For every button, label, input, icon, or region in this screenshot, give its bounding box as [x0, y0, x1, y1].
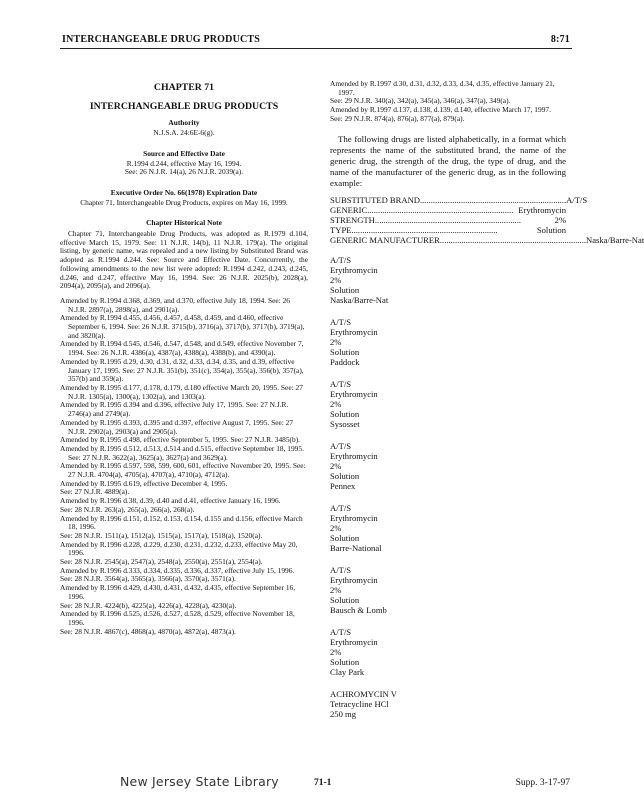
- drug-entry-line: A/T/S: [330, 316, 352, 327]
- example-row: [330, 215, 566, 225]
- example-key: STRENGTH: [330, 214, 375, 225]
- drug-entry: [330, 317, 566, 367]
- amendment-item: See: 28 N.J.R. 263(a), 265(a), 266(a), 268(a).: [60, 504, 195, 514]
- amendment-item: Amended by R.1994 d.545, d.546, d.547, d.548, and d.549, effective November 7, 1994. See: 26 N.J.R. 4386(a), 4387(a), 4388(a), 4388(b), and 4390(a).: [60, 339, 304, 358]
- chapter-number: CHAPTER 71: [153, 82, 215, 93]
- amendment-item: Amended by R.1996 d.333, d.334, d.335, d.336, d.337, effective July 15, 1996.: [60, 565, 295, 575]
- drug-entry-line: Solution: [330, 346, 360, 357]
- format-example: [330, 194, 644, 245]
- example-key: GENERIC MANUFACTURER: [330, 234, 440, 245]
- drug-entry-line: A/T/S: [330, 440, 352, 451]
- right-column: [330, 79, 644, 719]
- header-section-number: 8:71: [550, 34, 570, 45]
- amendment-item: Amended by R.1995 d.498, effective September 5, 1995. See: 27 N.J.R. 3485(b).: [60, 435, 301, 445]
- format-intro-paragraph: The following drugs are listed alphabetically, in a format which represents the name of the substituted brand, the name of the generic drug, the strength of the drug, the type of drug, and the name of the manufacturer of the generic drug, as in the following example:: [330, 133, 566, 188]
- executive-order-text: Chapter 71, Interchangeable Drug Products, expires on May 16, 1999.: [80, 197, 288, 207]
- example-value: A/T/S: [566, 194, 588, 205]
- drug-entry-line: Erythromycin: [330, 512, 378, 523]
- example-row: [330, 225, 566, 235]
- amendment-item: Amended by R.1994 d.455, d.456, d.457, d.458, d.459, and d.460, effective September 6, 1994. See: 26 N.J.R. 3715(b), 3716(a), 3717(b), 3717(b), 3719(a), and 3820(a).: [60, 313, 305, 340]
- amendment-item: See: 28 N.J.R. 1511(a), 1512(a), 1515(a), 1517(a), 1518(a), 1520(a).: [60, 530, 263, 540]
- executive-order-heading: Executive Order No. 66(1978) Expiration Date: [110, 187, 258, 197]
- amendment-item: See: 29 N.J.R. 874(a), 876(a), 877(a), 879(a).: [330, 113, 465, 123]
- amendment-item: See: 27 N.J.R. 4889(a).: [60, 487, 130, 497]
- authority-heading: Authority: [168, 118, 200, 128]
- drug-entry-line: Naska/Barre-Nat: [330, 294, 389, 305]
- drug-entry-line: Clay Park: [330, 666, 365, 677]
- example-value: Naska/Barre-Nat: [586, 234, 644, 245]
- drug-entry-line: Solution: [330, 656, 360, 667]
- example-row: [330, 205, 566, 215]
- authority-text: N.J.S.A. 24:6E-6(g).: [153, 128, 215, 138]
- drug-entry: [330, 379, 566, 429]
- header-title: INTERCHANGEABLE DRUG PRODUCTS: [62, 34, 261, 45]
- amendment-item: See: 28 N.J.R. 4867(c), 4868(a), 4870(a), 4872(a), 4873(a).: [60, 626, 236, 636]
- amendment-item: Amended by R.1996 d.228, d.229, d.230, d.231, d.232, d.233, effective May 20, 1996.: [60, 539, 298, 558]
- amendment-item: Amended by R.1995 d.177, d.178, d.179, d.180 effective March 20, 1995. See: 27 N.J.R. 1305(a), 1300(a), 1302(a), and 1303(a).: [60, 382, 303, 401]
- leader-dots: ....................................................................: [420, 194, 567, 205]
- header-rule: [60, 48, 572, 49]
- historical-note-text: Chapter 71, Interchangeable Drug Products, was adopted as R.1979 d.104, effective March 15, 1979. See: 11 N.J.R. 14(b), 11 N.J.R. 179(a). The original listing, by generic name, was repealed and a new listing by Substituted Brand was adopted as R.1994 d.244. See: Source and Effective Date. Concurrently, the following amendments to the new list were adopted: R.1994 d.242, d.243, d.245, d.246, and d.247, effective May 16, 1994. See: 26 N.J.R. 2025(b), 2028(a), 2094(a), 2095(a), and 2096(a).: [60, 229, 308, 291]
- drug-entry-line: 2%: [330, 646, 342, 657]
- historical-note-heading: Chapter Historical Note: [146, 218, 222, 228]
- drug-entry-line: 2%: [330, 584, 342, 595]
- amendment-item: Amended by R.1997 d.30, d.31, d.32, d.33, d.34, d.35, effective January 21, 1997.: [330, 79, 555, 97]
- amendment-item: Amended by R.1994 d.368, d.369, and d.370, effective July 18, 1994. See: 26 N.J.R. 2897(a), 2898(a), and 2901(a).: [60, 295, 290, 314]
- amendment-item: Amended by R.1995 d.619, effective December 4, 1995.: [60, 478, 228, 488]
- amendment-item: Amended by R.1996 d.429, d.430, d.431, d.432, d.435, effective September 16, 1996.: [60, 583, 296, 601]
- drug-entry-line: Erythromycin: [330, 450, 378, 461]
- drug-entry-line: A/T/S: [330, 378, 352, 389]
- drug-entry-line: 2%: [330, 274, 342, 285]
- drug-entry-line: Erythromycin: [330, 264, 378, 275]
- example-row: [330, 194, 588, 205]
- drug-entry-line: Barre-National: [330, 542, 382, 553]
- drug-entry: [330, 503, 566, 553]
- leader-dots: ....................................................................: [439, 234, 586, 245]
- drug-listing: [330, 255, 566, 719]
- drug-entry-line: Solution: [330, 470, 360, 481]
- example-value: 2%: [554, 214, 566, 225]
- drug-entry-line: 2%: [330, 336, 342, 347]
- amendment-item: Amended by R.1995 d.597, 598, 599, 600, 601, effective November 20, 1995. See: 27 N.J.R. 4704(a), 4705(a), 4707(a), 4710(a), 4712(a).: [60, 461, 306, 480]
- drug-entry-line: 250 mg: [330, 708, 357, 719]
- supplement-date: Supp. 3-17-97: [515, 778, 570, 788]
- amendment-item: See: 28 N.J.R. 4224(b), 4225(a), 4226(a), 4228(a), 4230(a).: [60, 600, 237, 610]
- source-line-2: See: 26 N.J.R. 14(a), 26 N.J.R. 2039(a).: [124, 167, 244, 177]
- drug-entry-line: Solution: [330, 532, 360, 543]
- example-value: Solution: [536, 224, 566, 235]
- drug-entry-line: A/T/S: [330, 254, 352, 265]
- amendment-item: Amended by R.1995 d.29, d.30, d.31, d.32, d.33, d.34, d.35, and d.39, effective January 17, 1995. See: 27 N.J.R. 351(b), 351(c), 354(a), 355(a), 356(b), 357(a), 357(b) and 359(a).: [60, 356, 304, 384]
- amendment-list-continued: [330, 80, 566, 124]
- leader-dots: ....................................................................: [367, 204, 514, 215]
- amendment-item: See: 29 N.J.R. 340(a), 342(a), 345(a), 346(a), 347(a), 349(a).: [330, 96, 511, 106]
- chapter-title: INTERCHANGEABLE DRUG PRODUCTS: [89, 100, 279, 112]
- drug-entry-line: Erythromycin: [330, 574, 378, 585]
- drug-entry-line: Tetracycline HCl: [330, 698, 389, 709]
- drug-entry-line: Paddock: [330, 356, 360, 367]
- drug-entry-line: A/T/S: [330, 502, 352, 513]
- drug-entry-line: Solution: [330, 594, 360, 605]
- amendment-item: Amended by R.1996 d.525, d.526, d.527, d.528, d.529, effective November 18, 1996.: [60, 609, 295, 627]
- amendment-item: Amended by R.1996 d.38, d.39, d.40 and d.41, effective January 16, 1996.: [60, 496, 281, 506]
- example-key: TYPE: [330, 224, 352, 235]
- page-number: 71-1: [314, 778, 332, 788]
- drug-entry-line: ACHROMYCIN V: [330, 688, 397, 699]
- amendment-list: [60, 297, 308, 636]
- drug-entry-line: Erythromycin: [330, 636, 378, 647]
- left-column: [60, 80, 308, 636]
- drug-entry: [330, 441, 566, 491]
- example-row: [330, 234, 644, 245]
- drug-entry-line: Erythromycin: [330, 326, 378, 337]
- source-heading: Source and Effective Date: [143, 148, 225, 158]
- leader-dots: ....................................................................: [374, 214, 521, 225]
- amendment-item: Amended by R.1995 d.394 and d.396, effective July 17, 1995. See: 27 N.J.R. 2746(a) and 2749(a).: [60, 400, 289, 419]
- drug-entry: [330, 689, 566, 719]
- drug-entry-line: Pennex: [330, 480, 356, 491]
- example-key: SUBSTITUTED BRAND: [330, 194, 420, 205]
- drug-entry-line: Sysosset: [330, 418, 360, 429]
- leader-dots: ....................................................................: [351, 224, 498, 235]
- amendment-item: See: 28 N.J.R. 2545(a), 2547(a), 2548(a), 2550(a), 2551(a), 2554(a).: [60, 557, 263, 567]
- drug-entry-line: 2%: [330, 460, 342, 471]
- running-header: [62, 34, 570, 48]
- drug-entry: [330, 627, 566, 677]
- drug-entry-line: 2%: [330, 398, 342, 409]
- example-value: Erythromycin: [518, 204, 566, 215]
- library-stamp: New Jersey State Library: [120, 774, 279, 789]
- drug-entry-line: A/T/S: [330, 564, 352, 575]
- drug-entry-line: Solution: [330, 284, 360, 295]
- amendment-item: Amended by R.1996 d.151, d.152, d.153, d.154, d.155 and d.156, effective March 18, 1996.: [60, 513, 303, 532]
- amendment-item: See: 28 N.J.R. 3564(a), 3565(a), 3566(a), 3570(a), 3571(a).: [60, 574, 236, 584]
- drug-entry-line: Bausch & Lomb: [330, 604, 387, 615]
- drug-entry-line: Solution: [330, 408, 360, 419]
- drug-entry: [330, 255, 566, 305]
- drug-entry-line: 2%: [330, 522, 342, 533]
- amendment-item: Amended by R.1995 d.393, d.395 and d.397, effective August 7, 1995. See: 27 N.J.R. 2902(a), 2903(a) and 2905(a).: [60, 417, 294, 436]
- amendment-item: Amended by R.1997 d.137, d.138, d.139, d.140, effective March 17, 1997.: [330, 105, 551, 115]
- drug-entry-line: A/T/S: [330, 626, 352, 637]
- source-line-1: R.1994 d.244, effective May 16, 1994.: [126, 158, 242, 168]
- amendment-item: Amended by R.1995 d.512, d.513, d.514 and d.515, effective September 18, 1995. See: 27 N.J.R. 3622(a), 3625(a), 3627(a) and 3629(a).: [60, 443, 304, 462]
- drug-entry-line: Erythromycin: [330, 388, 378, 399]
- example-key: GENERIC: [330, 204, 368, 215]
- drug-entry: [330, 565, 566, 615]
